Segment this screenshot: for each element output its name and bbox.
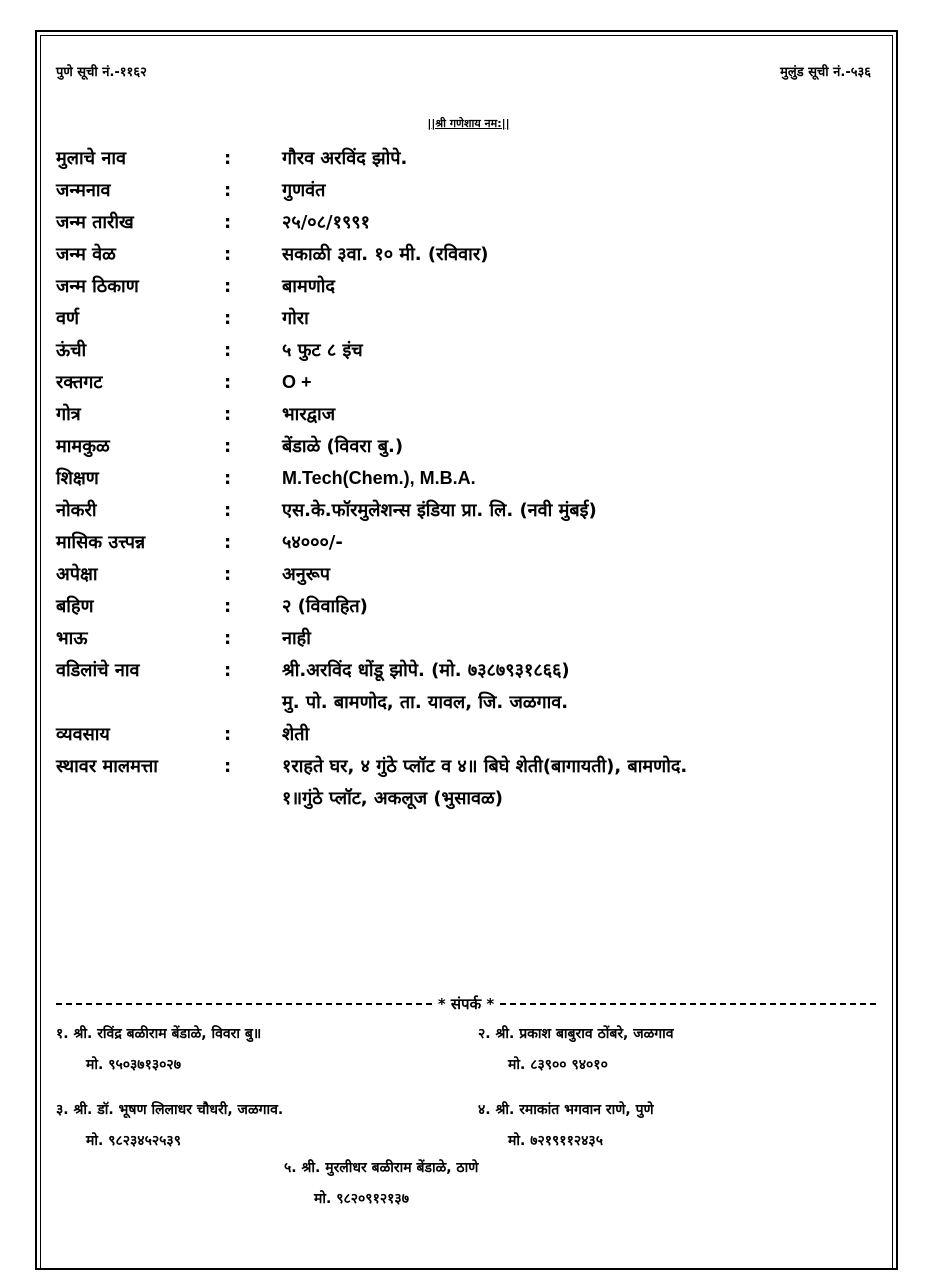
- biodata-details: [56, 142, 886, 814]
- detail-row-father-address: [56, 686, 886, 718]
- detail-colon: :: [224, 275, 232, 297]
- detail-value: गौरव अरविंद झोपे.: [282, 148, 408, 169]
- detail-colon: :: [224, 243, 232, 265]
- detail-colon: :: [224, 659, 232, 681]
- detail-colon: :: [224, 339, 232, 361]
- pune-list-number: पुणे सूची नं.-११६२: [56, 65, 147, 80]
- detail-value: नाही: [282, 628, 311, 649]
- contact-entry-3: [56, 1100, 283, 1150]
- detail-colon: :: [224, 563, 232, 585]
- detail-value: अनुरूप: [282, 564, 330, 585]
- detail-row-sisters: [56, 590, 886, 622]
- detail-label: मामकुळ: [56, 436, 110, 457]
- contact-name: २. श्री. प्रकाश बाबुराव ठोंबरे, जळगाव: [478, 1026, 674, 1042]
- detail-label: स्थावर मालमत्ता: [56, 756, 158, 777]
- detail-row-monthly-income: [56, 526, 886, 558]
- detail-colon: :: [224, 755, 232, 777]
- detail-label: रक्तगट: [56, 372, 103, 393]
- detail-row-property-continued: [56, 782, 886, 814]
- detail-label: शिक्षण: [56, 468, 99, 489]
- detail-colon: :: [224, 179, 232, 201]
- detail-value: एस.के.फॉरमुलेशन्स इंडिया प्रा. लि. (नवी मुंबई): [282, 500, 597, 521]
- contacts-divider: [56, 994, 876, 1014]
- detail-label: जन्मनाव: [56, 180, 111, 201]
- detail-colon: :: [224, 403, 232, 425]
- detail-value: ५ फुट ८ इंच: [282, 340, 363, 361]
- contact-entry-1: [56, 1024, 261, 1074]
- detail-colon: :: [224, 435, 232, 457]
- invocation-heading: ||श्री गणेशाय नम:||: [427, 117, 510, 130]
- detail-label: नोकरी: [56, 500, 97, 521]
- detail-row-brothers: [56, 622, 886, 654]
- detail-colon: :: [224, 723, 232, 745]
- detail-label: ऊंची: [56, 340, 87, 361]
- detail-colon: :: [224, 467, 232, 489]
- contact-name: १. श्री. रविंद्र बळीराम बेंडाळे, विवरा बु॥: [56, 1026, 262, 1042]
- detail-label: मुलाचे नाव: [56, 148, 126, 169]
- detail-row-maternal-family: [56, 430, 886, 462]
- detail-row-birth-name: [56, 174, 886, 206]
- detail-colon: :: [224, 627, 232, 649]
- detail-label: व्यवसाय: [56, 724, 110, 745]
- detail-label: जन्म तारीख: [56, 212, 134, 233]
- detail-row-gotra: [56, 398, 886, 430]
- detail-value: गोरा: [282, 308, 309, 329]
- detail-row-birth-time: [56, 238, 886, 270]
- contacts-title: * संपर्क *: [437, 995, 495, 1013]
- detail-row-birth-date: [56, 206, 886, 238]
- divider-line-right: [500, 1003, 876, 1005]
- detail-value: २५/०८/१९९१: [282, 212, 371, 233]
- detail-label: अपेक्षा: [56, 564, 98, 585]
- detail-row-name: [56, 142, 886, 174]
- detail-colon: :: [224, 147, 232, 169]
- detail-label: वर्ण: [56, 308, 80, 329]
- detail-value: २ (विवाहित): [282, 596, 368, 617]
- divider-line-left: [56, 1003, 432, 1005]
- detail-colon: :: [224, 531, 232, 553]
- detail-value: ५४०००/-: [282, 532, 343, 553]
- detail-row-father-name: [56, 654, 886, 686]
- detail-row-property: [56, 750, 886, 782]
- detail-row-height: [56, 334, 886, 366]
- contact-entry-5: [284, 1158, 478, 1208]
- detail-value: गुणवंत: [282, 180, 326, 201]
- detail-label: बहिण: [56, 596, 94, 617]
- contact-entry-2: [478, 1024, 674, 1074]
- detail-value: मु. पो. बामणोद, ता. यावल, जि. जळगाव.: [282, 692, 569, 713]
- detail-value: O +: [282, 371, 312, 392]
- detail-value: श्री.अरविंद धोंडू झोपे. (मो. ७३८७९३१८६६): [282, 660, 570, 681]
- contact-name: ३. श्री. डॉ. भूषण लिलाधर चौधरी, जळगाव.: [56, 1102, 284, 1118]
- contact-name: ५. श्री. मुरलीधर बळीराम बेंडाळे, ठाणे: [284, 1160, 479, 1176]
- contact-phone: मो. ८३९०० ९४०१०: [508, 1057, 608, 1073]
- contact-entry-4: [478, 1100, 654, 1150]
- detail-row-birth-place: [56, 270, 886, 302]
- detail-row-job: [56, 494, 886, 526]
- detail-value: १॥गुंठे प्लॉट, अकलूज (भुसावळ): [282, 788, 503, 809]
- detail-label: भाऊ: [56, 628, 88, 649]
- detail-row-blood-group: [56, 366, 886, 398]
- detail-row-complexion: [56, 302, 886, 334]
- contact-phone: मो. ९५०३७१३०२७: [86, 1057, 181, 1073]
- detail-row-expectation: [56, 558, 886, 590]
- detail-label: गोत्र: [56, 404, 81, 425]
- contact-phone: मो. ९८२०९१२१३७: [314, 1191, 409, 1207]
- detail-label: वडिलांचे नाव: [56, 660, 140, 681]
- detail-value: बामणोद: [282, 276, 335, 297]
- detail-row-education: [56, 462, 886, 494]
- detail-value: भारद्वाज: [282, 404, 336, 425]
- detail-colon: :: [224, 595, 232, 617]
- contact-phone: मो. ७२१९११२४३५: [508, 1133, 603, 1149]
- detail-label: मासिक उत्त्पन्न: [56, 532, 146, 553]
- contact-phone: मो. ९८२३४५२५३९: [86, 1133, 181, 1149]
- detail-colon: :: [224, 307, 232, 329]
- detail-value: M.Tech(Chem.), M.B.A.: [282, 467, 476, 488]
- detail-value: शेती: [282, 724, 310, 745]
- detail-value: बेंडाळे (विवरा बु.): [282, 436, 404, 457]
- detail-row-occupation: [56, 718, 886, 750]
- detail-colon: :: [224, 499, 232, 521]
- detail-colon: :: [224, 371, 232, 393]
- detail-value: १राहते घर, ४ गुंठे प्लॉट व ४॥ बिघे शेती(बागायती), बामणोद.: [282, 756, 688, 777]
- detail-colon: :: [224, 211, 232, 233]
- detail-value: सकाळी ३वा. १० मी. (रविवार): [282, 244, 489, 265]
- detail-label: जन्म ठिकाण: [56, 276, 139, 297]
- detail-label: जन्म वेळ: [56, 244, 116, 265]
- mulund-list-number: मुलुंड सूची नं.-५३६: [780, 65, 871, 80]
- contact-name: ४. श्री. रमाकांत भगवान राणे, पुणे: [478, 1102, 654, 1118]
